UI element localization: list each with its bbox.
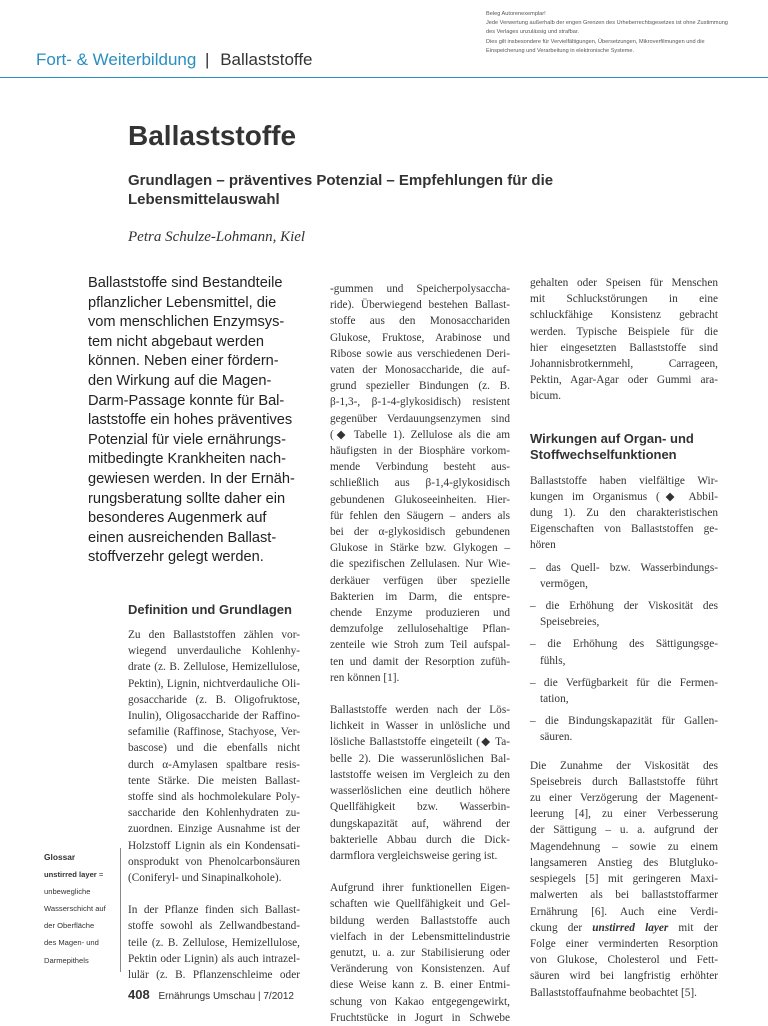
list-item — [530, 675, 718, 707]
text-line: grund spezieller Bindungen (z. B. — [330, 380, 510, 393]
column-3-text — [530, 275, 718, 1001]
text-line: teile (z. B. Zellulose, Hemizellulose, — [128, 936, 300, 949]
text-line: Inulin), Oligosaccharide der Raffino- — [128, 710, 300, 723]
heading-line: Wirkungen auf Organ- und — [530, 430, 694, 446]
notice-line: Dies gilt insbesondere für Vervielfältigungen, Übersetzungen, Mikroverfilmungen und die — [486, 38, 705, 45]
glossary-line: Darmepithels — [44, 955, 89, 965]
text-line: schluckfähige Konsistenz gebracht — [530, 309, 718, 322]
text-line: genutzt, u. a. zur Stabilisierung oder — [330, 946, 510, 959]
list-line: – das Quell- bzw. Wasserbindungs- — [530, 561, 718, 574]
text-line: Ernährung [6]. Auch eine Verdi- — [530, 905, 718, 918]
text-line: malwerten als bei ballaststoffarmer — [530, 889, 718, 902]
lead-line: können. Neben einer fördern- — [88, 353, 279, 370]
text-line: werden. Typische Beispiele für die — [530, 325, 718, 338]
header-rule — [0, 77, 768, 78]
column-2-text — [330, 281, 510, 1026]
article-author: Petra Schulze-Lohmann, Kiel — [128, 229, 306, 245]
text-line: mit Schluckstörungen in eine — [530, 293, 718, 306]
text-line: Ballaststoffaufnahme beobachtet [5]. — [530, 986, 697, 999]
notice-line: des Verlages unzulässig und strafbar. — [486, 29, 579, 36]
text-line: stoffe sowohl als Zellwandbestand- — [128, 920, 300, 933]
lead-line: laststoffe ein hohes präventives — [88, 412, 293, 429]
text-line: Ballaststoffe haben vielfältige Wir- — [530, 474, 718, 487]
text-line: gegenüber Verdauungsenzymen sind — [330, 412, 510, 425]
text-line: Aufgrund ihrer funktionellen Eigen- — [330, 882, 510, 895]
lead-line: den Wirkung auf die Magen- — [88, 372, 272, 389]
lead-line: stoffverzehr gelegt werden. — [88, 549, 264, 566]
lead-paragraph — [88, 274, 308, 568]
text-line: Holzstoff Lignin als ein Kondensati- — [128, 839, 300, 852]
text-line: Speisebreis durch Ballaststoffe führt — [530, 775, 718, 788]
list-line: – die Erhöhung der Viskosität des — [530, 600, 718, 613]
glossary-line: des Magen- und — [44, 938, 99, 948]
text-line: Glukose, Fruktose, Arabinose und — [330, 331, 510, 344]
text-line: schließlich aus β-1,4-glykosidisch — [330, 477, 510, 490]
lead-line: Ballaststoffe sind Bestandteile — [88, 275, 283, 291]
text-line: (◆ Tabelle 1). Zellulose als die am — [330, 428, 510, 441]
text-line: Glukose in Stärke bzw. Glykogen – — [330, 542, 510, 555]
text-line: hören — [530, 539, 556, 552]
list-line: – die Erhöhung des Sättigungsge- — [530, 638, 718, 651]
text-line: vaten der Monosaccharide, die auf- — [330, 364, 510, 377]
text-line: Ribose sowie aus verschiedenen Deri- — [330, 347, 510, 360]
heading-definition: Definition und Grundlagen — [128, 602, 292, 617]
article-subtitle — [128, 171, 688, 209]
text-line: dung 1). Zu den charakteristischen — [530, 507, 718, 520]
list-item — [530, 713, 718, 745]
lead-line: gewiesen werden. In der Ernäh- — [88, 470, 295, 487]
text-line: häufigsten in der Biosphäre vorkom- — [330, 445, 510, 458]
lead-line: Darm-Passage konnte für Bal- — [88, 392, 285, 409]
heading-wirkungen — [530, 431, 718, 463]
list-line: fühls, — [540, 654, 566, 667]
page-footer — [128, 987, 294, 1002]
text-line: bildung werden Ballaststoffe auch — [330, 914, 510, 927]
text-line: lulär (z. B. Pflanzenschleime oder — [128, 969, 300, 982]
text-line: gebundenen Glukoseeinheiten. Hier- — [330, 493, 510, 506]
text-line: ride). Überwiegend bestehen Ballast- — [330, 299, 510, 312]
text-line: sefamilie (Raffinose, Stachyose, Ver- — [128, 726, 300, 739]
text-line: stoffe sind als hochmolekulare Poly- — [128, 791, 300, 804]
text-line: belle 2). Die wasserunlöslichen Bal- — [330, 752, 510, 765]
text-line: stoffe aus den Monosacchariden — [330, 315, 510, 328]
text-line: hier eingesetzten Ballaststoffe sind — [530, 341, 718, 354]
text-line: Eigenschaften von Ballaststoffen ge- — [530, 523, 718, 536]
text-line: lichkeit in Wasser in unlösliche und — [330, 720, 510, 733]
text-line: Die Zunahme der Viskosität des — [530, 759, 718, 772]
text-line: leerung [4], zu einer Verbesserung — [530, 808, 718, 821]
text-line: Pektin, Agar-Agar oder Gummi ara- — [530, 374, 718, 387]
text-line: säuren wird bei langfristig erhöhter — [530, 970, 718, 983]
text-line: -gummen und Speicherpolysaccha- — [330, 283, 510, 295]
list-line: säuren. — [540, 731, 573, 744]
glossary-box — [44, 849, 120, 969]
lead-line: besonderes Augenmerk auf — [88, 510, 267, 527]
section-label: Fort- & Weiterbildung — [36, 50, 197, 69]
text-line: kungen im Organismus (◆ Abbil- — [530, 490, 718, 503]
text-line: saccharide den Kohlenhydraten zu- — [128, 807, 300, 820]
text-line: β-1,3-, β-1-4-glykosidisch) resistent — [330, 396, 510, 409]
notice-line: Einspeicherung und Verarbeitung in elektronische Systeme. — [486, 47, 635, 54]
text-line: schung von Kakao entgegengewirkt, — [330, 995, 510, 1008]
text-line: In der Pflanze finden sich Ballast- — [128, 904, 300, 917]
text-line: Ballaststoffe werden nach der Lös- — [330, 704, 510, 717]
column-1-text — [128, 627, 300, 983]
glossary-eq: = — [96, 870, 104, 880]
lead-line: pflanzlicher Lebensmittel, die — [88, 294, 277, 311]
text-line: Fruchtstücke in Jogurt in Schwebe — [330, 1011, 510, 1024]
text-line: zu einer Verzögerung der Magenent- — [530, 792, 718, 805]
text-line — [530, 920, 718, 936]
glossary-term: unstirred layer — [44, 870, 97, 880]
text-line: mende Verbindung besteht aus- — [330, 461, 510, 474]
glossary-line: der Oberfläche — [44, 921, 95, 931]
text-line: derkäuer verfügen über spezielle — [330, 574, 510, 587]
text-line: onsprodukt von Phenolcarbonsäuren — [128, 855, 300, 868]
text-line: zuordnen. Einzige Ausnahme ist der — [128, 823, 300, 836]
text-line: Magendehnung – sowie zu einem — [530, 840, 718, 853]
section-topic: Ballaststoffe — [220, 50, 313, 69]
text-line: schaften wie Quellfähigkeit und Gel- — [330, 898, 510, 911]
subtitle-line: Lebensmittelauswahl — [128, 191, 280, 208]
text-line: ten und damit der Resorption zufüh- — [330, 655, 510, 668]
list-line: – die Verfügbarkeit für die Fermen- — [530, 676, 718, 689]
text-line: der Sättigung – u. a. aufgrund der — [530, 824, 718, 837]
journal-issue: 7/2012 — [263, 991, 294, 1002]
text-line: bakterielle Abbau durch die Dick- — [330, 833, 510, 846]
text-line: Bakterien im Darm, die entspre- — [330, 590, 510, 603]
text-line: ren können [1]. — [330, 671, 400, 684]
lead-line: einen ausreichenden Ballast- — [88, 529, 277, 546]
text-line: diese Weise kann z. B. einer Entmi- — [330, 979, 510, 992]
text-line: Pektin), Lignin, nichtverdauliche Oli- — [128, 677, 300, 690]
text-line: vielfach in der Lebensmittelindustrie — [330, 930, 510, 943]
text-line: darmflora vergleichsweise gering ist. — [330, 849, 498, 862]
glossary-line: unbewegliche — [44, 887, 91, 897]
section-separator: | — [205, 50, 210, 69]
text-line: demzufolge zellulosehaltige Pflan- — [330, 623, 510, 636]
text-line: chende Enzyme produzieren und — [330, 607, 510, 620]
list-line: Speisebreies, — [540, 616, 600, 629]
list-line: tation, — [540, 693, 569, 706]
text-line: durch α-Amylasen spaltbare resis- — [128, 758, 300, 771]
journal-name: Ernährungs Umschau — [158, 991, 256, 1002]
page-number: 408 — [128, 987, 150, 1002]
list-line: vermögen, — [540, 577, 588, 590]
lead-line: mitbedingte Krankheiten nach- — [88, 451, 286, 468]
text-line: wiegend unverdauliche Kohlenhy- — [128, 645, 300, 658]
lead-line: vom menschlichen Enzymsys- — [88, 314, 285, 331]
notice-line: Beleg Autorenexemplar! — [486, 11, 546, 17]
list-line: – die Bindungskapazität für Gallen- — [530, 715, 718, 728]
glossary-divider — [120, 848, 121, 972]
text-line: drate (z. B. Zellulose, Hemizellulose, — [128, 661, 300, 674]
text-line: dungskapazität auf, während der — [330, 817, 510, 830]
text-span: mit der — [668, 921, 719, 934]
text-line: Veränderung von Konsistenzen. Auf — [330, 963, 510, 976]
text-line: wasserlöslichen eine deutlich höhere — [330, 785, 510, 798]
text-line: gosaccharide (z. B. Oligofruktose, — [128, 693, 300, 706]
subtitle-line: Grundlagen – präventives Potenzial – Empfehlungen für die — [128, 172, 554, 189]
lead-line: tem nicht abgebaut werden — [88, 333, 265, 350]
text-line: Quellfähigkeit bzw. Wasserbin- — [330, 801, 510, 814]
heading-line: Stoffwechselfunktionen — [530, 446, 677, 462]
text-line: bascose) und die ebenfalls nicht — [128, 742, 300, 755]
article-title: Ballaststoffe — [128, 120, 297, 151]
text-line: tente Stärke. Die meisten Ballast- — [128, 774, 300, 787]
text-line: langsameren Anstieg des Blutgluko- — [530, 856, 718, 869]
text-line: für fehlen den Säugern – anders als — [330, 509, 510, 522]
text-line: bei der α-glykosidisch gebundenen — [330, 526, 510, 539]
lead-line: Potenzial für viele ernährungs- — [88, 431, 286, 448]
text-line: von Glukose, Cholesterol und Fett- — [530, 954, 718, 967]
text-span: ckung der — [530, 921, 593, 934]
text-line: (Coniferyl- und Sinapinalkohole). — [128, 872, 282, 885]
glossary-title: Glossar — [44, 852, 76, 862]
text-line: gehalten oder Speisen für Menschen — [530, 277, 718, 289]
glossary-term-line — [44, 866, 120, 883]
emphasis-unstirred-layer: unstirred layer — [592, 921, 669, 934]
text-line: sespiegels [5] mit geringeren Maxi- — [530, 873, 718, 886]
text-line: zenteile wie Stroh zum Teil aufspal- — [330, 639, 510, 652]
text-line: Folge einer verminderten Resorption — [530, 937, 718, 950]
text-line: lösliche Ballaststoffe eingeteilt (◆ Ta- — [330, 736, 510, 749]
glossary-line: Wasserschicht auf — [44, 904, 106, 914]
notice-line: Jede Verwertung außerhalb der engen Grenzen des Urheberrechtsgesetzes ist ohne Zustimmung — [486, 20, 728, 27]
text-line: Pektin oder Lignin) als auch intrazel- — [128, 952, 300, 965]
text-line: Johannisbrotkernmehl, Carrageen, — [530, 358, 718, 371]
section-header — [36, 50, 313, 70]
text-line: Zu den Ballaststoffen zählen vor- — [128, 629, 300, 641]
copyright-notice — [486, 10, 756, 56]
text-line: laststoffe weisen im Vergleich zu den — [330, 768, 510, 781]
list-item — [530, 560, 718, 592]
text-line: bicum. — [530, 390, 562, 403]
list-item — [530, 636, 718, 668]
list-item — [530, 598, 718, 630]
lead-line: rungsberatung sollte daher ein — [88, 490, 286, 507]
text-line: die spezifischen Zellulasen. Nur Wie- — [330, 558, 510, 571]
footer-separator: | — [257, 991, 261, 1002]
